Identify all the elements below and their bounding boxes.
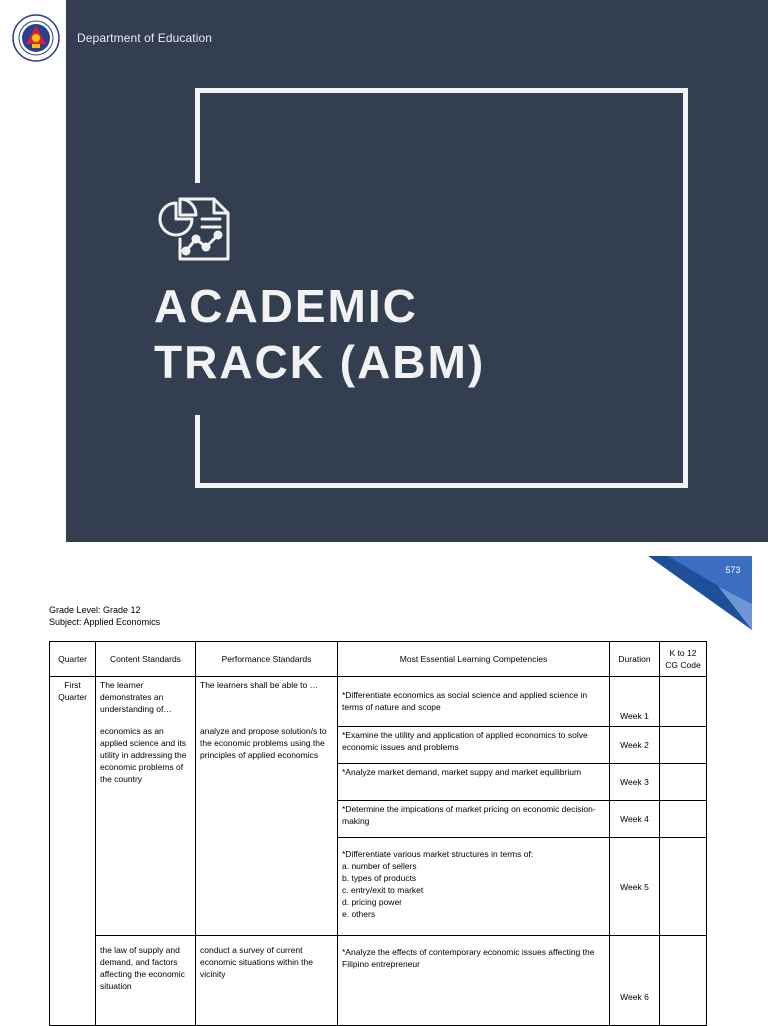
duration-cell: Week 5 xyxy=(610,838,660,936)
melc-cell xyxy=(338,677,610,727)
frame-right xyxy=(683,88,688,488)
cg-code-cell xyxy=(660,936,707,1026)
cg-code-cell xyxy=(660,727,707,764)
cg-code-cell xyxy=(660,801,707,838)
header-content-standards: Content Standards xyxy=(96,642,196,677)
performance-intro: The learners shall be able to … xyxy=(200,680,319,690)
melc-list-item: a. number of sellers xyxy=(342,861,417,871)
header-performance-standards: Performance Standards xyxy=(196,642,338,677)
header-cg-code-line-1: K to 12 xyxy=(669,648,697,658)
header-cg-code xyxy=(660,642,707,677)
department-name: Department of Education xyxy=(77,31,213,45)
melc-text: *Differentiate various market structures in terms of: xyxy=(342,849,534,859)
report-chart-icon xyxy=(158,193,232,263)
melc-cell: *Determine the impications of market pricing on economic decision-making xyxy=(338,801,610,838)
melc-cell: *Analyze market demand, market suppy and market equilibrium xyxy=(338,764,610,801)
header-cg-code-line-2: CG Code xyxy=(665,660,701,670)
duration-cell: Week 2 xyxy=(610,727,660,764)
table-row xyxy=(50,677,707,727)
content-standards-cell-2: the law of supply and demand, and factors affecting the economic situation xyxy=(96,936,196,1026)
grade-level: Grade Level: Grade 12 xyxy=(49,605,141,615)
header-melc: Most Essential Learning Competencies xyxy=(338,642,610,677)
curriculum-table xyxy=(49,641,707,1026)
cg-code-cell xyxy=(660,677,707,727)
melc-list-item: c. entry/exit to market xyxy=(342,885,424,895)
melc-cell xyxy=(338,838,610,936)
table-row xyxy=(50,936,707,1026)
performance-standards-cell-2: conduct a survey of current economic situations within the vicinity xyxy=(196,936,338,1026)
header-quarter: Quarter xyxy=(50,642,96,677)
melc-cell: *Examine the utility and application of applied economics to solve economic issues and problems xyxy=(338,727,610,764)
melc-list-item: b. types of products xyxy=(342,873,417,883)
cg-code-cell xyxy=(660,764,707,801)
frame-left-bottom xyxy=(195,415,200,488)
cover-background xyxy=(71,0,768,542)
deped-seal-icon xyxy=(12,14,60,62)
content-standards-cell-1 xyxy=(96,677,196,936)
frame-left-top xyxy=(195,88,200,183)
quarter-cell: First Quarter xyxy=(50,677,96,1026)
table-header-row xyxy=(50,642,707,677)
content-standard-1: economics as an applied science and its utility in addressing the economic problems of the country xyxy=(100,726,187,784)
subject: Subject: Applied Economics xyxy=(49,617,161,627)
title-line-1: ACADEMIC xyxy=(154,280,418,332)
title-line-2: TRACK (ABM) xyxy=(154,336,486,388)
duration-cell: Week 6 xyxy=(610,936,660,1026)
duration-cell: Week 1 xyxy=(610,677,660,727)
cg-code-cell xyxy=(660,838,707,936)
duration-cell: Week 4 xyxy=(610,801,660,838)
melc-cell: *Analyze the effects of contemporary economic issues affecting the Filipino entrepreneur xyxy=(338,936,610,1026)
melc-text: *Differentiate economics as social science and applied science in terms of nature and scope xyxy=(342,690,588,712)
performance-standards-cell-1 xyxy=(196,677,338,936)
frame-top xyxy=(195,88,688,93)
frame-bottom xyxy=(195,483,688,488)
header-duration: Duration xyxy=(610,642,660,677)
page-number: 573 xyxy=(725,565,741,575)
duration-cell: Week 3 xyxy=(610,764,660,801)
performance-standard-1: analyze and propose solution/s to the economic problems using the principles of applied economics xyxy=(200,726,327,760)
cover-title xyxy=(154,278,485,390)
melc-list-item: e. others xyxy=(342,909,376,919)
content-intro: The learner demonstrates an understanding of… xyxy=(100,680,172,714)
melc-list-item: d. pricing power xyxy=(342,897,403,907)
